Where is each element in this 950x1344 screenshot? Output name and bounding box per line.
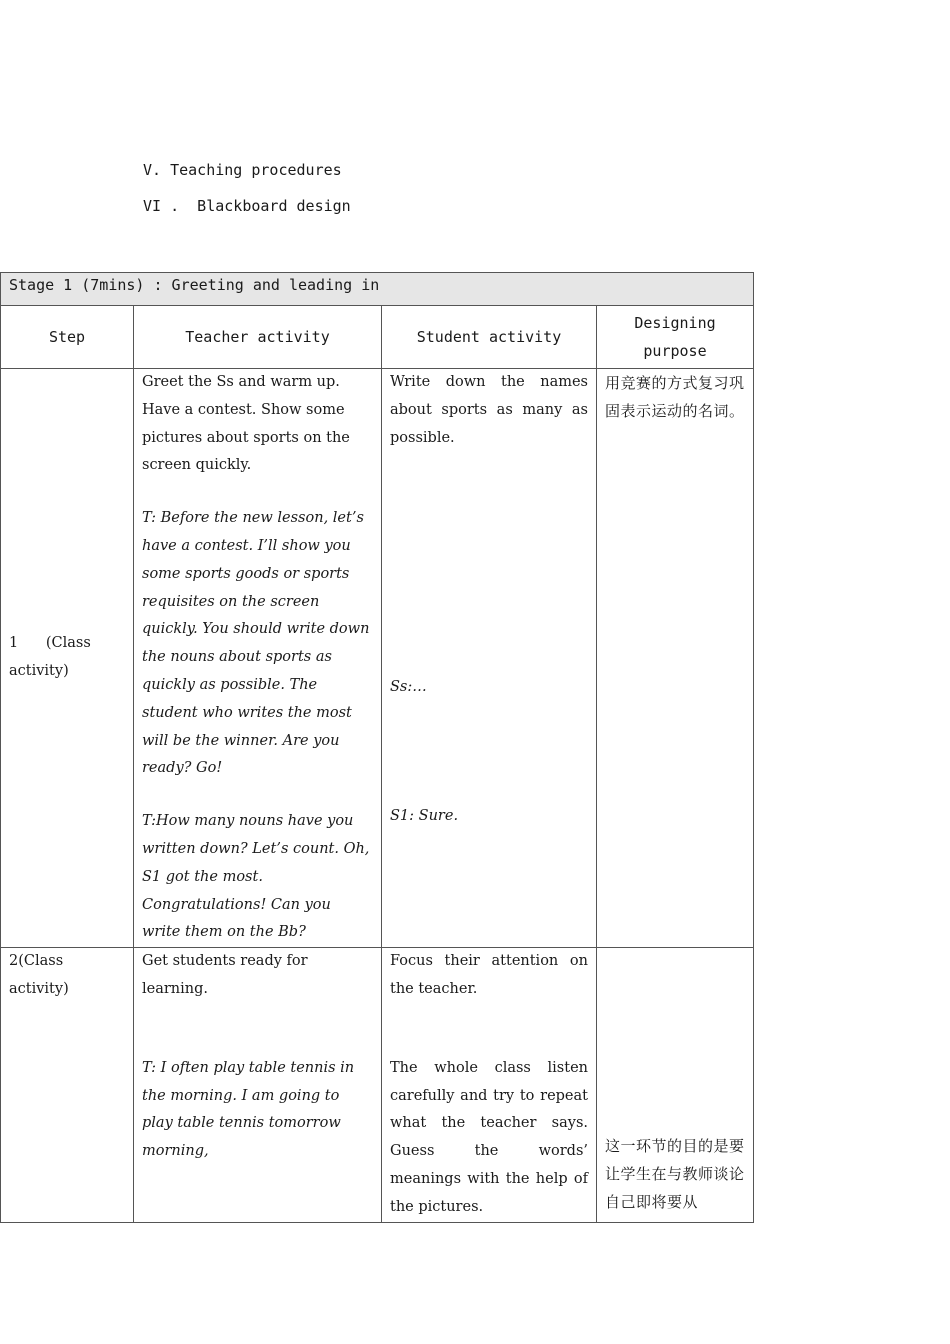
student-activity-text: The whole class listen carefully and try to repeat what the teacher says. Guess the words’ meanings with the help of the pictures. bbox=[390, 1059, 588, 1215]
step-text: 1 (Class activity) bbox=[9, 635, 96, 680]
purpose-text: 用竞赛的方式复习巩固表示运动的名词。 bbox=[605, 374, 745, 420]
column-header-purpose: Designing purpose bbox=[597, 306, 754, 369]
teacher-activity-text: Get students ready for learning. bbox=[142, 953, 308, 997]
student-activity-text: Write down the names about sports as many as possible. bbox=[390, 374, 588, 446]
student-activity-cell bbox=[382, 369, 597, 948]
purpose-cell bbox=[597, 948, 754, 1222]
section-heading-procedures: V. Teaching procedures bbox=[143, 161, 342, 179]
teacher-activity-cell bbox=[134, 369, 382, 948]
purpose-text: 这一环节的目的是要让学生在与教师谈论自己即将要从 bbox=[605, 1136, 745, 1211]
table-row bbox=[1, 948, 754, 1222]
teacher-activity-cell bbox=[134, 948, 382, 1222]
header-row bbox=[1, 306, 754, 369]
table-row bbox=[1, 369, 754, 948]
procedure-table bbox=[0, 272, 754, 1223]
section-heading-blackboard: VI . Blackboard design bbox=[143, 197, 351, 215]
student-activity-text: Focus their attention on the teacher. bbox=[390, 953, 588, 997]
step-cell bbox=[1, 948, 134, 1222]
stage-row bbox=[1, 273, 754, 306]
column-header-student: Student activity bbox=[382, 306, 597, 369]
teacher-activity-text: Greet the Ss and warm up. Have a contest. Show some pictures about sports on the screen quickly. bbox=[142, 374, 350, 474]
column-header-teacher: Teacher activity bbox=[134, 306, 382, 369]
purpose-cell bbox=[597, 369, 754, 948]
step-cell bbox=[1, 369, 134, 948]
student-activity-cell bbox=[382, 948, 597, 1222]
student-dialogue: Ss:… bbox=[390, 679, 427, 696]
teacher-dialogue: T:How many nouns have you written down? Let’s count. Oh, S1 got the most. Congratulations! Can you write them on the Bb? bbox=[142, 813, 370, 941]
stage-title: Stage 1 (7mins) : Greeting and leading in bbox=[1, 273, 754, 306]
teacher-dialogue: T: I often play table tennis in the morning. I am going to play table tennis tomorrow morning, bbox=[142, 1059, 355, 1160]
student-dialogue: S1: Sure. bbox=[390, 808, 459, 825]
teacher-dialogue: T: Before the new lesson, let’s have a contest. I’ll show you some sports goods or sports requisites on the screen quickly. You should write down the nouns about sports as quickly as possible. The student who writes the most will be the winner. Are you ready? Go! bbox=[142, 510, 370, 777]
column-header-step: Step bbox=[1, 306, 134, 369]
step-text: 2(Class activity) bbox=[9, 953, 69, 997]
